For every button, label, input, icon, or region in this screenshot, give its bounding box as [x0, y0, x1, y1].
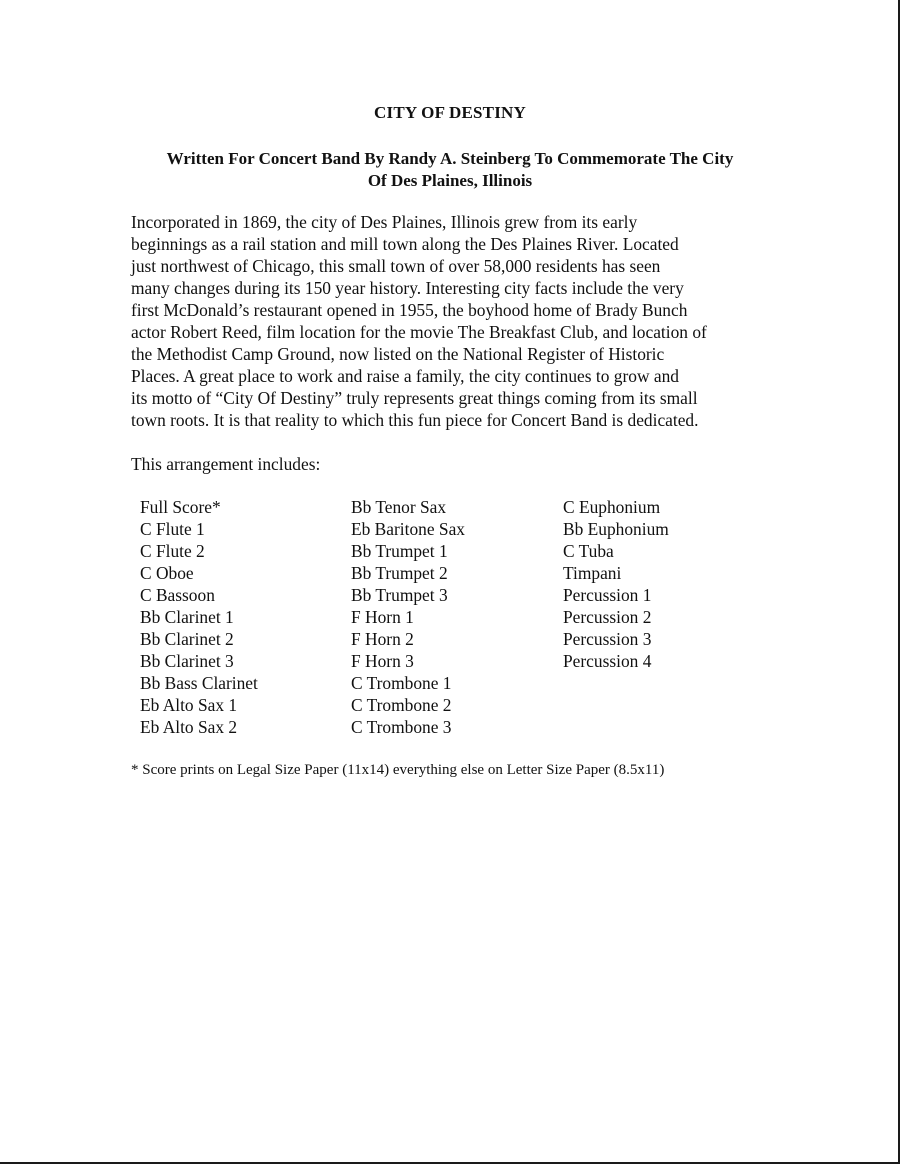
- document-subtitle: [120, 148, 780, 192]
- part-item: Percussion 4: [563, 651, 652, 671]
- part-item: Bb Trumpet 2: [351, 563, 448, 583]
- part-item: Eb Alto Sax 1: [140, 695, 238, 715]
- part-item: C Euphonium: [563, 497, 661, 517]
- intro-line: town roots. It is that reality to which this fun piece for Concert Band is dedicated.: [131, 410, 699, 430]
- intro-line: first McDonald’s restaurant opened in 1955, the boyhood home of Brady Bunch: [131, 300, 688, 320]
- part-item: Bb Clarinet 1: [140, 607, 234, 627]
- part-item: Bb Clarinet 2: [140, 629, 234, 649]
- part-item: Percussion 2: [563, 607, 652, 627]
- part-item: Eb Baritone Sax: [351, 519, 465, 539]
- part-item: F Horn 1: [351, 607, 414, 627]
- intro-paragraph: [131, 211, 781, 431]
- parts-list-column-1: [140, 496, 258, 738]
- intro-line: the Methodist Camp Ground, now listed on the National Register of Historic: [131, 344, 665, 364]
- intro-line: many changes during its 150 year history. Interesting city facts include the very: [131, 278, 684, 298]
- subtitle-line: Of Des Plaines, Illinois: [367, 171, 533, 190]
- intro-line: actor Robert Reed, film location for the movie The Breakfast Club, and location of: [131, 322, 707, 342]
- parts-list-column-3: [563, 496, 669, 672]
- part-item: Bb Trumpet 1: [351, 541, 448, 561]
- footnote: * Score prints on Legal Size Paper (11x14) everything else on Letter Size Paper (8.5x11): [131, 762, 665, 778]
- part-item: C Oboe: [140, 563, 194, 583]
- subtitle-line: Written For Concert Band By Randy A. Steinberg To Commemorate The City: [166, 149, 734, 168]
- part-item: Bb Bass Clarinet: [140, 673, 258, 693]
- part-item: C Flute 2: [140, 541, 205, 561]
- intro-line: Places. A great place to work and raise a family, the city continues to grow and: [131, 366, 679, 386]
- intro-line: Incorporated in 1869, the city of Des Plaines, Illinois grew from its early: [131, 212, 638, 232]
- part-item: Bb Clarinet 3: [140, 651, 234, 671]
- part-item: Eb Alto Sax 2: [140, 717, 238, 737]
- part-item: Bb Euphonium: [563, 519, 669, 539]
- part-item: Bb Trumpet 3: [351, 585, 448, 605]
- part-item: C Trombone 1: [351, 673, 452, 693]
- parts-list-column-2: [351, 496, 465, 738]
- intro-line: just northwest of Chicago, this small town of over 58,000 residents has seen: [131, 256, 661, 276]
- part-item: Full Score*: [140, 497, 221, 517]
- part-item: F Horn 3: [351, 651, 414, 671]
- part-item: Bb Tenor Sax: [351, 497, 447, 517]
- part-item: C Flute 1: [140, 519, 205, 539]
- part-item: Percussion 1: [563, 585, 652, 605]
- intro-line: beginnings as a rail station and mill town along the Des Plaines River. Located: [131, 234, 679, 254]
- part-item: C Trombone 3: [351, 717, 452, 737]
- part-item: C Tuba: [563, 541, 614, 561]
- part-item: Timpani: [563, 563, 622, 583]
- intro-line: its motto of “City Of Destiny” truly represents great things coming from its small: [131, 388, 698, 408]
- part-item: C Trombone 2: [351, 695, 452, 715]
- part-item: C Bassoon: [140, 585, 215, 605]
- document-title: CITY OF DESTINY: [374, 103, 526, 122]
- includes-label: This arrangement includes:: [131, 454, 321, 474]
- part-item: F Horn 2: [351, 629, 414, 649]
- part-item: Percussion 3: [563, 629, 652, 649]
